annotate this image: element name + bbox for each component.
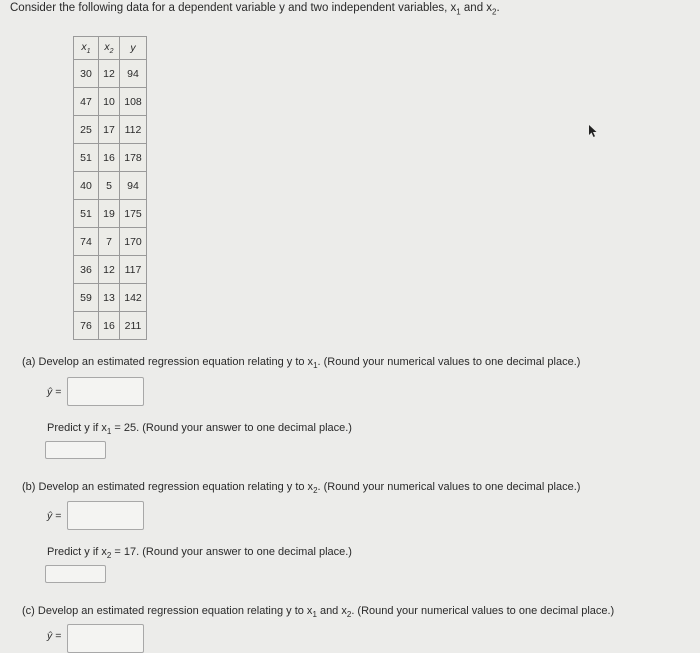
table-row: [74, 116, 147, 144]
part-b-predict-prompt: Predict y if $x_2 = 17$. (Round your answer to one decimal place.): [47, 546, 352, 561]
table-cell: 108: [120, 88, 147, 116]
table-cell: 7: [99, 228, 120, 256]
table-row: [74, 284, 147, 312]
table-cell: 178: [120, 144, 147, 172]
table-cell: 12: [99, 60, 120, 88]
part-c-equation-input[interactable]: [67, 624, 144, 653]
table-cell: 112: [120, 116, 147, 144]
table-cell: 51: [74, 144, 99, 172]
table-cell: 170: [120, 228, 147, 256]
table-cell: 94: [120, 60, 147, 88]
table-cell: 13: [99, 284, 120, 312]
part-a-predict-prompt: Predict y if $x_1 = 25$. (Round your answer to one decimal place.): [47, 422, 352, 437]
header-y: y: [120, 37, 147, 60]
table-cell: 16: [99, 144, 120, 172]
table-cell: 76: [74, 312, 99, 340]
table-cell: 5: [99, 172, 120, 200]
part-a-yhat-label: ŷ =: [47, 386, 62, 398]
part-a-equation-input[interactable]: [67, 377, 144, 406]
problem-intro: Consider the following data for a dependent variable y and two independent variables, $x_1$ and $x_2$.: [10, 2, 500, 17]
part-b-equation-input[interactable]: [67, 501, 144, 530]
table-row: [74, 228, 147, 256]
part-b-question: (b) Develop an estimated regression equation relating y to $x_2$. (Round your numerical values to one decimal place.): [22, 481, 581, 496]
part-b-yhat-label: ŷ =: [47, 510, 62, 522]
table-row: [74, 60, 147, 88]
table-cell: 25: [74, 116, 99, 144]
table-cell: 51: [74, 200, 99, 228]
table-cell: 30: [74, 60, 99, 88]
table-header-row: [74, 37, 147, 60]
table-cell: 175: [120, 200, 147, 228]
table-cell: 94: [120, 172, 147, 200]
table-cell: 12: [99, 256, 120, 284]
part-c-yhat-label: ŷ =: [47, 630, 62, 642]
table-cell: 19: [99, 200, 120, 228]
part-a-question: (a) Develop an estimated regression equation relating y to $x_1$. (Round your numerical values to one decimal place.): [22, 356, 581, 371]
table-cell: 211: [120, 312, 147, 340]
part-b-predict-input[interactable]: [45, 565, 106, 583]
table-row: [74, 88, 147, 116]
header-x2: $x_2$: [99, 37, 120, 60]
table-cell: 142: [120, 284, 147, 312]
table-cell: 10: [99, 88, 120, 116]
header-x1: $x_1$: [74, 37, 99, 60]
table-cell: 47: [74, 88, 99, 116]
table-cell: 16: [99, 312, 120, 340]
table-row: [74, 312, 147, 340]
table-row: [74, 256, 147, 284]
part-a-predict-input[interactable]: [45, 441, 106, 459]
mouse-cursor-icon: [585, 124, 599, 138]
table-cell: 117: [120, 256, 147, 284]
table-cell: 74: [74, 228, 99, 256]
table-row: [74, 144, 147, 172]
table-row: [74, 200, 147, 228]
table-cell: 59: [74, 284, 99, 312]
part-c-question: (c) Develop an estimated regression equation relating y to $x_1$ and $x_2$. (Round your numerical values to one decimal place.): [22, 605, 615, 620]
table-cell: 17: [99, 116, 120, 144]
table-cell: 36: [74, 256, 99, 284]
table-cell: 40: [74, 172, 99, 200]
data-table: [73, 36, 147, 340]
table-row: [74, 172, 147, 200]
